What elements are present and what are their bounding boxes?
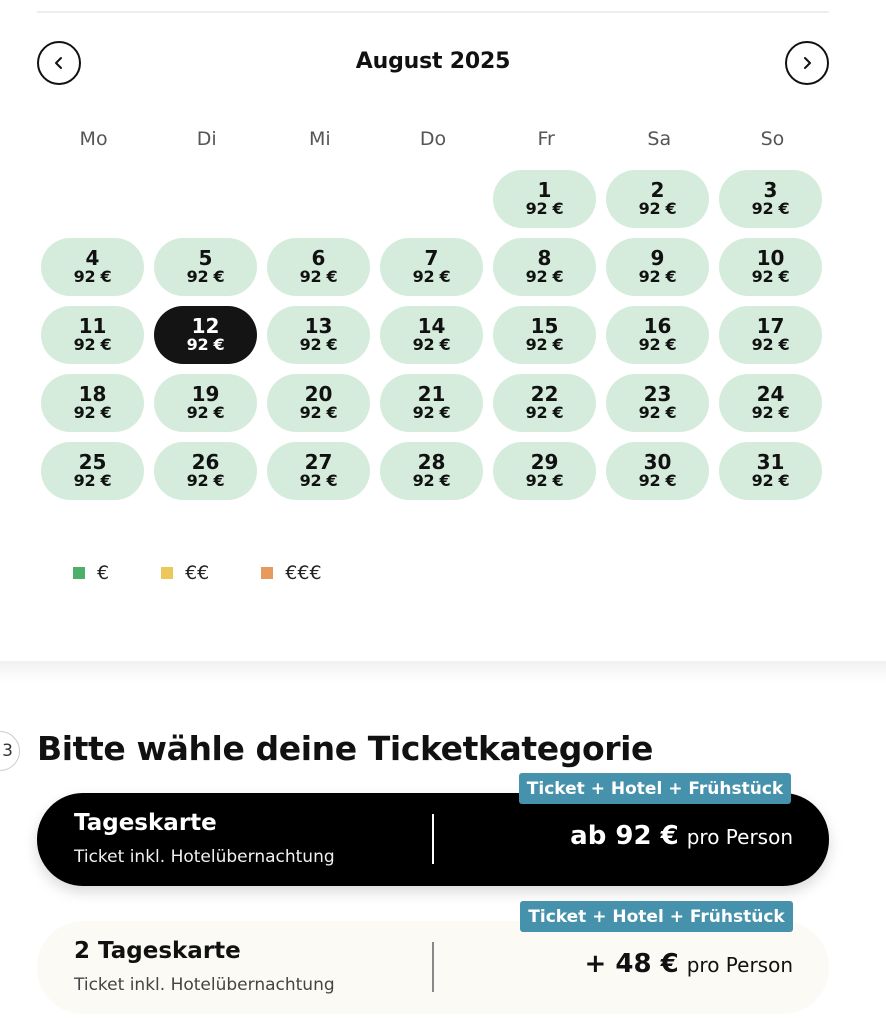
ticket-divider xyxy=(432,942,434,992)
day-price: 92 € xyxy=(638,403,677,423)
empty-day-cell xyxy=(267,170,370,228)
day-number: 7 xyxy=(424,246,439,271)
day-5[interactable] xyxy=(154,238,257,296)
empty-day-cell xyxy=(154,170,257,228)
day-price: 92 € xyxy=(412,335,451,355)
day-number: 18 xyxy=(78,382,107,407)
chevron-right-icon xyxy=(799,55,815,71)
day-11[interactable] xyxy=(41,306,144,364)
weekday-label: Sa xyxy=(647,128,672,150)
day-21[interactable] xyxy=(380,374,483,432)
day-price: 92 € xyxy=(751,335,790,355)
day-price: 92 € xyxy=(751,199,790,219)
day-19[interactable] xyxy=(154,374,257,432)
day-number: 11 xyxy=(78,314,107,339)
day-price: 92 € xyxy=(525,471,564,491)
day-price: 92 € xyxy=(638,471,677,491)
day-30[interactable] xyxy=(606,442,709,500)
day-number: 13 xyxy=(304,314,333,339)
day-7[interactable] xyxy=(380,238,483,296)
day-number: 8 xyxy=(537,246,552,271)
day-price: 92 € xyxy=(525,335,564,355)
legend-label: €€€ xyxy=(285,562,322,584)
day-number: 19 xyxy=(191,382,220,407)
section-divider xyxy=(0,661,886,683)
ticket-name: Tageskarte xyxy=(74,810,217,836)
day-number: 29 xyxy=(530,450,559,475)
day-price: 92 € xyxy=(186,267,225,287)
day-price: 92 € xyxy=(638,199,677,219)
price-legend xyxy=(73,562,374,584)
day-price: 92 € xyxy=(751,403,790,423)
day-price: 92 € xyxy=(638,267,677,287)
day-10[interactable] xyxy=(719,238,822,296)
day-16[interactable] xyxy=(606,306,709,364)
empty-day-cell xyxy=(380,170,483,228)
day-number: 31 xyxy=(756,450,785,475)
day-number: 20 xyxy=(304,382,333,407)
ticket-option-2-tageskarte[interactable] xyxy=(37,921,829,1014)
day-number: 5 xyxy=(198,246,213,271)
day-27[interactable] xyxy=(267,442,370,500)
legend-label: €€ xyxy=(185,562,210,584)
day-price: 92 € xyxy=(751,471,790,491)
section-title: Bitte wähle deine Ticketkategorie xyxy=(37,729,654,768)
day-24[interactable] xyxy=(719,374,822,432)
ticket-price-amount: + 48 € xyxy=(584,949,679,979)
day-price: 92 € xyxy=(186,335,225,355)
ticket-price-amount: ab 92 € xyxy=(570,821,679,851)
day-price: 92 € xyxy=(525,267,564,287)
weekday-label: Mo xyxy=(79,128,108,150)
day-29[interactable] xyxy=(493,442,596,500)
day-14[interactable] xyxy=(380,306,483,364)
weekday-label: So xyxy=(760,128,785,150)
day-number: 25 xyxy=(78,450,107,475)
ticket-badge: Ticket + Hotel + Frühstück xyxy=(519,773,791,804)
day-number: 2 xyxy=(650,178,665,203)
day-8[interactable] xyxy=(493,238,596,296)
step-number-badge xyxy=(0,731,20,771)
ticket-option-tageskarte[interactable] xyxy=(37,793,829,886)
day-13[interactable] xyxy=(267,306,370,364)
day-25[interactable] xyxy=(41,442,144,500)
day-18[interactable] xyxy=(41,374,144,432)
day-28[interactable] xyxy=(380,442,483,500)
next-month-button[interactable] xyxy=(785,41,829,85)
ticket-price-unit: pro Person xyxy=(686,953,793,977)
legend-swatch xyxy=(161,567,173,579)
step-number: 3 xyxy=(2,741,13,761)
day-price: 92 € xyxy=(525,403,564,423)
day-number: 1 xyxy=(537,178,552,203)
month-title: August 2025 xyxy=(355,49,511,74)
day-6[interactable] xyxy=(267,238,370,296)
day-price: 92 € xyxy=(412,267,451,287)
day-26[interactable] xyxy=(154,442,257,500)
legend-item xyxy=(261,562,321,584)
day-number: 27 xyxy=(304,450,333,475)
day-number: 17 xyxy=(756,314,785,339)
day-23[interactable] xyxy=(606,374,709,432)
legend-swatch xyxy=(261,567,273,579)
day-15[interactable] xyxy=(493,306,596,364)
day-price: 92 € xyxy=(299,267,338,287)
day-number: 21 xyxy=(417,382,446,407)
day-number: 30 xyxy=(643,450,672,475)
day-number: 14 xyxy=(417,314,446,339)
day-number: 26 xyxy=(191,450,220,475)
weekday-label: Fr xyxy=(537,128,555,150)
weekday-label: Mi xyxy=(309,128,331,150)
legend-item xyxy=(73,562,109,584)
day-number: 15 xyxy=(530,314,559,339)
day-price: 92 € xyxy=(73,267,112,287)
day-22[interactable] xyxy=(493,374,596,432)
day-price: 92 € xyxy=(412,403,451,423)
ticket-price xyxy=(570,821,793,851)
calendar-header xyxy=(37,41,829,85)
day-31[interactable] xyxy=(719,442,822,500)
day-number: 3 xyxy=(763,178,778,203)
day-price: 92 € xyxy=(299,471,338,491)
day-number: 23 xyxy=(643,382,672,407)
day-price: 92 € xyxy=(412,471,451,491)
day-number: 9 xyxy=(650,246,665,271)
legend-swatch xyxy=(73,567,85,579)
day-number: 24 xyxy=(756,382,785,407)
day-3[interactable] xyxy=(719,170,822,228)
day-price: 92 € xyxy=(299,335,338,355)
weekday-header-row xyxy=(37,128,829,150)
legend-label: € xyxy=(97,562,110,584)
ticket-price-unit: pro Person xyxy=(686,825,793,849)
day-20[interactable] xyxy=(267,374,370,432)
day-number: 10 xyxy=(756,246,785,271)
legend-item xyxy=(161,562,209,584)
weekday-label: Do xyxy=(419,128,447,150)
day-price: 92 € xyxy=(751,267,790,287)
day-number: 22 xyxy=(530,382,559,407)
day-price: 92 € xyxy=(73,471,112,491)
top-divider xyxy=(37,11,829,13)
ticket-description: Ticket inkl. Hotelübernachtung xyxy=(74,847,335,867)
day-price: 92 € xyxy=(73,335,112,355)
ticket-badge: Ticket + Hotel + Frühstück xyxy=(520,901,793,932)
day-1[interactable] xyxy=(493,170,596,228)
day-number: 12 xyxy=(191,314,220,339)
ticket-divider xyxy=(432,814,434,864)
day-number: 6 xyxy=(311,246,326,271)
day-price: 92 € xyxy=(186,471,225,491)
day-2[interactable] xyxy=(606,170,709,228)
ticket-description: Ticket inkl. Hotelübernachtung xyxy=(74,975,335,995)
day-4[interactable] xyxy=(41,238,144,296)
day-number: 28 xyxy=(417,450,446,475)
ticket-name: 2 Tageskarte xyxy=(74,938,241,964)
day-number: 16 xyxy=(643,314,672,339)
day-price: 92 € xyxy=(299,403,338,423)
calendar-days-grid xyxy=(41,170,825,500)
day-price: 92 € xyxy=(186,403,225,423)
day-price: 92 € xyxy=(73,403,112,423)
day-17[interactable] xyxy=(719,306,822,364)
ticket-price xyxy=(585,949,793,979)
day-price: 92 € xyxy=(525,199,564,219)
empty-day-cell xyxy=(41,170,144,228)
day-12[interactable] xyxy=(154,306,257,364)
day-price: 92 € xyxy=(638,335,677,355)
day-number: 4 xyxy=(85,246,100,271)
day-9[interactable] xyxy=(606,238,709,296)
weekday-label: Di xyxy=(196,128,217,150)
